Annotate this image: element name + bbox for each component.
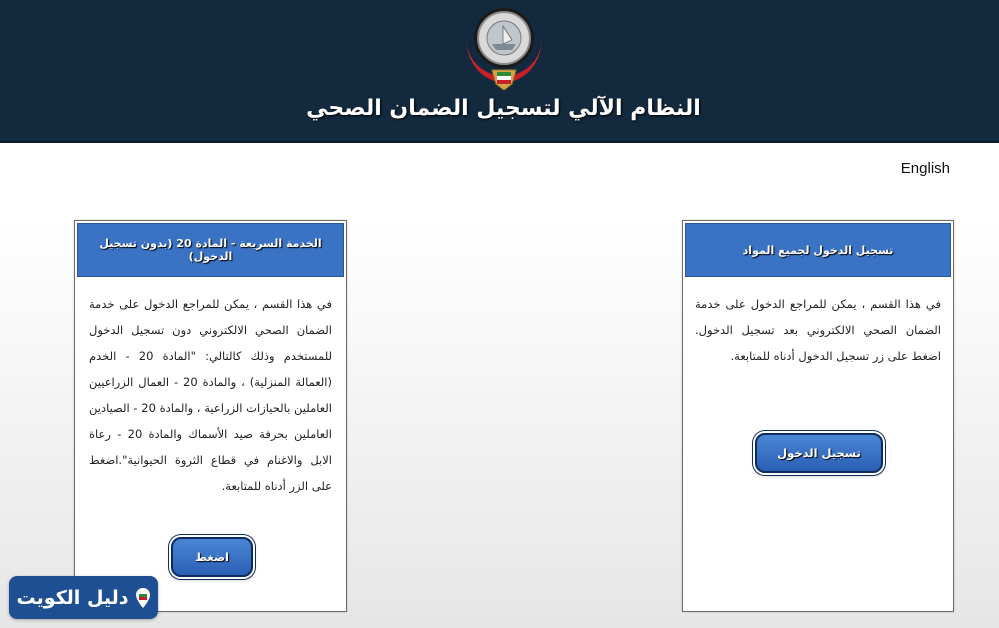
quick-service-card-description: في هذا القسم ، يمكن للمراجع الدخول على خدمة الضمان الصحي الالكتروني دون تسجيل الدخول للمستخدم وذلك كالتالي: "المادة 20 - الخدم (العمالة المنزلية) ، والمادة 20 - العمال الزراعيين العاملين بالحيازات الزراعية ، والمادة 20 - الصيادين العاملين بحرفة صيد الأسماك والمادة 20 - رعاة الابل والاغنام في قطاع الثروة الحيوانية".اضغط على الزر أدناه للمتابعة.: [89, 297, 332, 493]
login-card: [682, 220, 954, 612]
site-header: [0, 0, 999, 143]
login-card-heading: تسجيل الدخول لجميع المواد: [685, 223, 951, 277]
login-button[interactable]: تسجيل الدخول: [755, 433, 883, 473]
site-title: النظام الآلي لتسجيل الضمان الصحي: [306, 96, 701, 121]
watermark-badge: [9, 576, 158, 619]
kuwait-emblem-icon: [452, 4, 556, 92]
press-button[interactable]: اضغط: [171, 537, 253, 577]
english-language-link[interactable]: English: [900, 160, 950, 177]
location-pin-icon: [135, 587, 151, 609]
watermark-text: دليل الكويت: [16, 586, 129, 609]
quick-service-card: [74, 220, 347, 612]
login-card-description: في هذا القسم ، يمكن للمراجع الدخول على خدمة الضمان الصحي الالكتروني بعد تسجيل الدخول. اضغط على زر تسجيل الدخول أدناه للمتابعة.: [695, 297, 941, 363]
quick-service-card-heading: الخدمة السريعة - المادة 20 (بدون تسجيل الدخول): [77, 223, 344, 277]
